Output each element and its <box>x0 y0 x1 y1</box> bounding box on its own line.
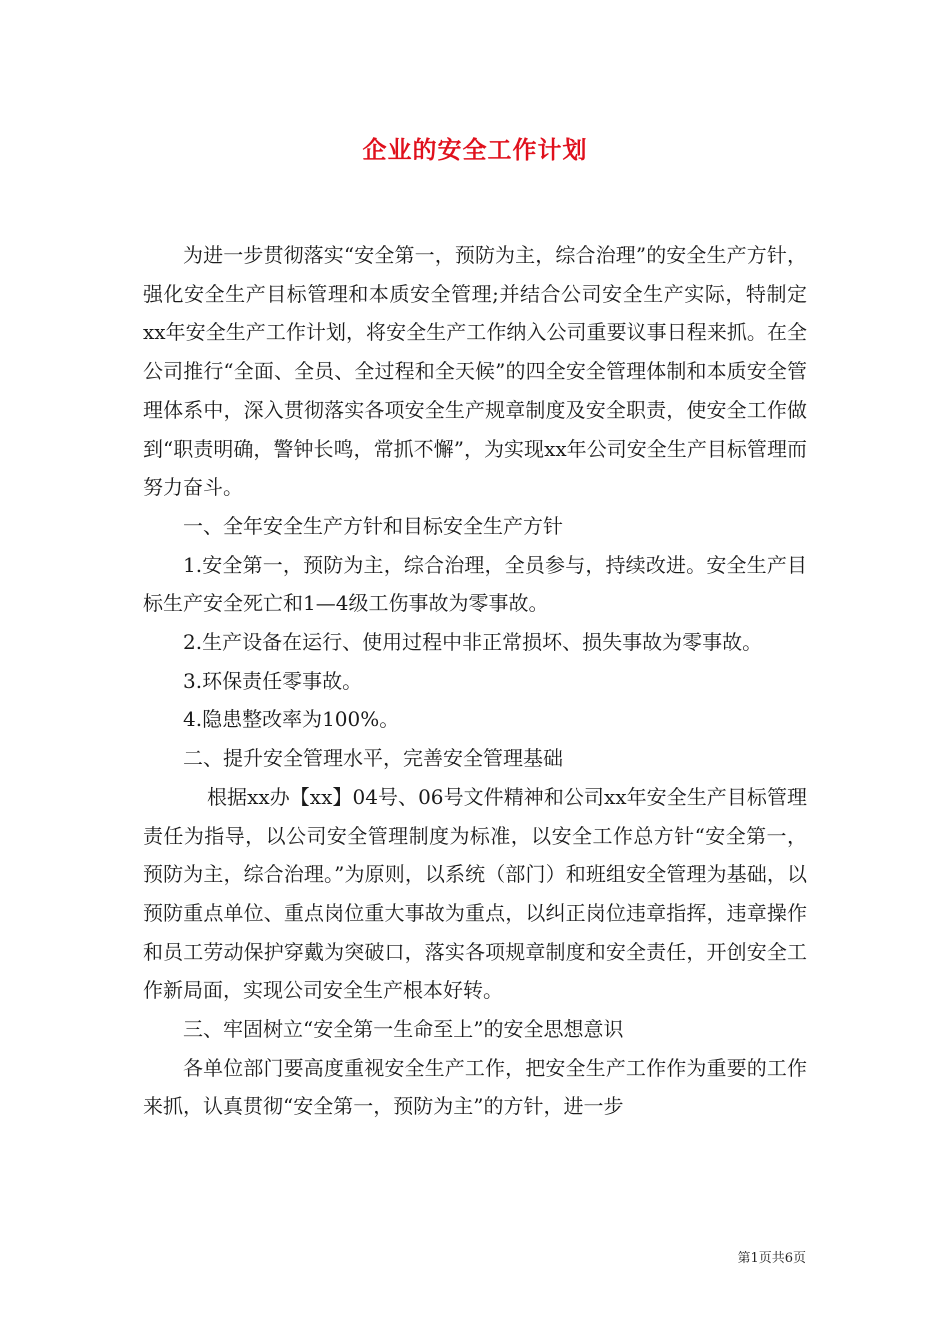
document-title: 企业的安全工作计划 <box>362 135 588 164</box>
list-item-1: 1.安全第一，预防为主，综合治理，全员参与，持续改进。安全生产目标生产安全死亡和1—4级工伤事故为零事故。 <box>143 552 807 616</box>
list-item-2: 2.生产设备在运行、使用过程中非正常损坏、损失事故为零事故。 <box>183 630 763 655</box>
list-item-4: 4.隐患整改率为100%。 <box>183 707 400 732</box>
paragraph-section-2: 根据xx办【xx】04号、06号文件精神和公司xx年安全生产目标管理责任为指导，以公司安全管理制度为标准，以安全工作总方针“安全第一，预防为主，综合治理。”为原则，以系统（部门）和班组安全管理为基础，以预防重点单位、重点岗位重大事故为重点，以纠正岗位违章指挥，违章操作和员工劳动保护穿戴为突破口，落实各项规章制度和安全责任，开创安全工作新局面，实现公司安全生产根本好转。 <box>143 784 807 1003</box>
section-heading-2: 二、提升安全管理水平，完善安全管理基础 <box>183 746 563 771</box>
section-heading-1: 一、全年安全生产方针和目标安全生产方针 <box>183 513 563 538</box>
paragraph-section-3: 各单位部门要高度重视安全生产工作，把安全生产工作作为重要的工作来抓，认真贯彻“安全第一，预防为主”的方针，进一步 <box>143 1055 807 1119</box>
page-number: 第1页共6页 <box>737 1251 806 1266</box>
section-heading-3: 三、牢固树立“安全第一生命至上”的安全思想意识 <box>183 1017 624 1042</box>
document-body <box>143 236 807 1126</box>
list-item-3: 3.环保责任零事故。 <box>183 668 363 693</box>
paragraph-intro: 为进一步贯彻落实“安全第一，预防为主，综合治理”的安全生产方针，强化安全生产目标管理和本质安全管理;并结合公司安全生产实际，特制定xx年安全生产工作计划，将安全生产工作纳入公司重要议事日程来抓。在全公司推行“全面、全员、全过程和全天候”的四全安全管理体制和本质安全管理体系中，深入贯彻落实各项安全生产规章制度及安全职责，使安全工作做到“职责明确，警钟长鸣，常抓不懈”，为实现xx年公司安全生产目标管理而努力奋斗。 <box>143 243 807 500</box>
